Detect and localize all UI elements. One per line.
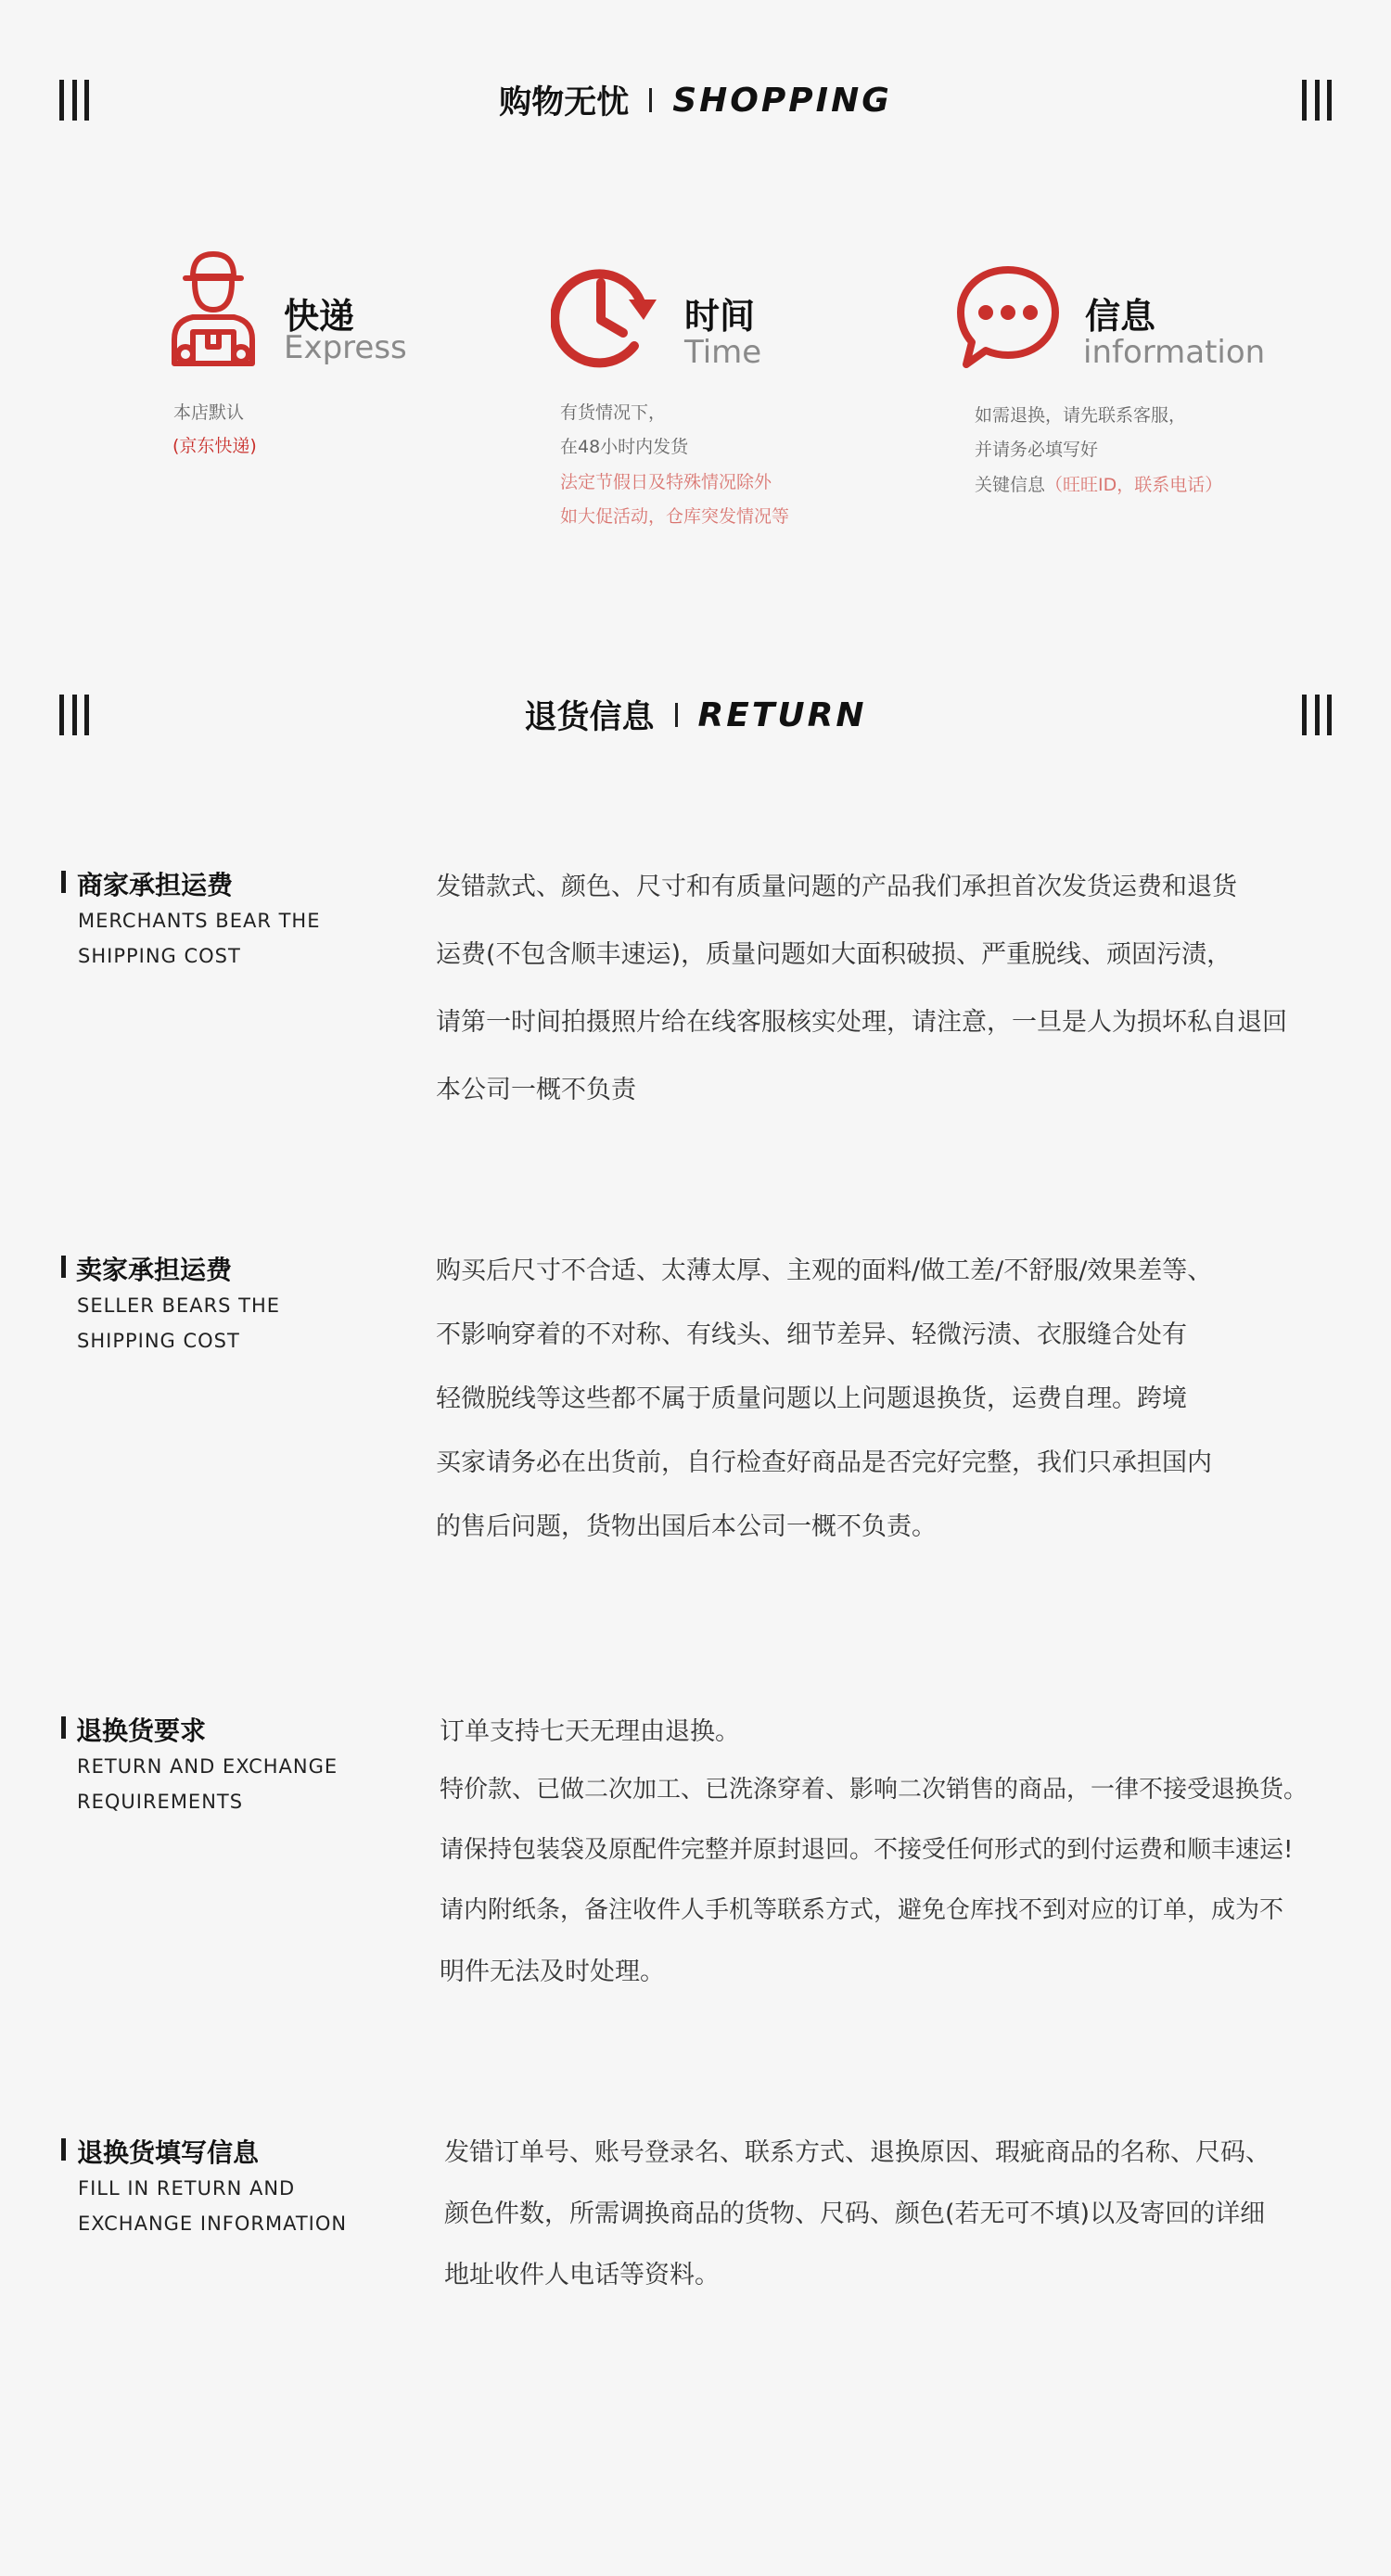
time-title-cn: 时间: [684, 296, 756, 337]
right-bars-decoration: [1302, 80, 1332, 121]
information-line-3-prefix: 关键信息: [975, 475, 1046, 495]
title-separator: [675, 703, 678, 727]
time-line-3: 法定节假日及特殊情况除外: [560, 472, 772, 492]
policy-marker: [61, 871, 66, 893]
courier-icon: [165, 250, 262, 369]
policy-text-line: 发错订单号、账号登录名、联系方式、退换原因、瑕疵商品的名称、尺码、: [444, 2138, 1270, 2167]
time-line-1: 有货情况下，: [560, 402, 667, 423]
policy-subtitle-line-1: SELLER BEARS THE: [77, 1294, 281, 1317]
policy-marker: [61, 2138, 66, 2161]
information-line-1: 如需退换，请先联系客服，: [975, 405, 1187, 426]
time-title-en: Time: [684, 334, 762, 371]
policy-subtitle-line-2: SHIPPING COST: [77, 1330, 240, 1352]
express-line-1: 本店默认: [173, 402, 245, 423]
policy-text-line: 轻微脱线等这些都不属于质量问题以上问题退换货，运费自理。跨境: [436, 1384, 1187, 1413]
policy-text-line: 的售后问题，货物出国后本公司一概不负责。: [436, 1512, 937, 1541]
policy-marker: [61, 1256, 66, 1278]
clock-icon: [551, 266, 658, 370]
chat-bubble-icon: [955, 264, 1061, 370]
express-title-en: Express: [284, 329, 407, 366]
information-line-3-highlight: （旺旺ID，联系电话）: [1045, 475, 1223, 495]
policy-text-line: 特价款、已做二次加工、已洗涤穿着、影响二次销售的商品，一律不接受退换货。: [440, 1776, 1308, 1804]
shopping-title-en: SHOPPING: [672, 81, 892, 120]
policy-subtitle-line-1: FILL IN RETURN AND: [78, 2177, 296, 2200]
time-line-4: 如大促活动，仓库突发情况等: [560, 506, 790, 527]
return-title-en: RETURN: [697, 695, 867, 734]
policy-text-line: 购买后尺寸不合适、太薄太厚、主观的面料/做工差/不舒服/效果差等、: [436, 1256, 1213, 1285]
information-title-en: information: [1083, 334, 1266, 371]
return-title-cn: 退货信息: [524, 699, 655, 736]
policy-title: 退换货填写信息: [77, 2137, 260, 2168]
policy-subtitle-line-1: RETURN AND EXCHANGE: [77, 1755, 338, 1778]
return-section-header: [0, 695, 1391, 750]
policy-text-line: 请内附纸条，备注收件人手机等联系方式，避免仓库找不到对应的订单，成为不: [440, 1896, 1284, 1924]
express-title-cn: 快递: [284, 296, 355, 337]
policy-subtitle-line-2: SHIPPING COST: [78, 945, 241, 967]
policy-marker: [61, 1716, 66, 1739]
information-title-cn: 信息: [1085, 296, 1156, 337]
policy-title: 商家承担运费: [77, 870, 234, 900]
policy-text-line: 颜色件数，所需调换商品的货物、尺码、颜色(若无可不填)以及寄回的详细: [444, 2200, 1266, 2228]
shopping-section-header: [0, 80, 1391, 135]
policy-subtitle-line-2: REQUIREMENTS: [77, 1791, 244, 1813]
policy-text-line: 请第一时间拍摄照片给在线客服核实处理，请注意，一旦是人为损坏私自退回: [436, 1008, 1287, 1037]
information-line-3: [975, 471, 1222, 496]
policy-text-line: 不影响穿着的不对称、有线头、细节差异、轻微污渍、衣服缝合处有: [436, 1320, 1187, 1349]
policy-text-line: 买家请务必在出货前，自行检查好商品是否完好完整，我们只承担国内: [436, 1448, 1212, 1477]
shopping-title-cn: 购物无忧: [499, 84, 630, 121]
policy-subtitle-line-2: EXCHANGE INFORMATION: [78, 2213, 348, 2235]
title-separator: [649, 88, 652, 112]
policy-subtitle-line-1: MERCHANTS BEAR THE: [78, 910, 321, 932]
policy-text-line: 运费(不包含顺丰速运)，质量问题如大面积破损、严重脱线、顽固污渍，: [436, 940, 1232, 969]
express-line-2: (京东快递): [172, 436, 257, 456]
policy-text-line: 发错款式、颜色、尺寸和有质量问题的产品我们承担首次发货运费和退货: [436, 873, 1237, 901]
policy-text-line: 本公司一概不负责: [436, 1076, 636, 1104]
right-bars-decoration: [1302, 695, 1332, 735]
policy-title: 卖家承担运费: [76, 1255, 233, 1285]
policy-text-line: 明件无法及时处理。: [440, 1958, 665, 1986]
policy-text-line: 订单支持七天无理由退换。: [440, 1717, 740, 1746]
policy-text-line: 请保持包装袋及原配件完整并原封退回。不接受任何形式的到付运费和顺丰速运!: [440, 1836, 1294, 1864]
policy-text-line: 地址收件人电话等资料。: [444, 2261, 720, 2289]
time-line-2: 在48小时内发货: [560, 437, 689, 457]
information-line-2: 并请务必填写好: [975, 440, 1099, 460]
policy-title: 退换货要求: [76, 1715, 207, 1746]
